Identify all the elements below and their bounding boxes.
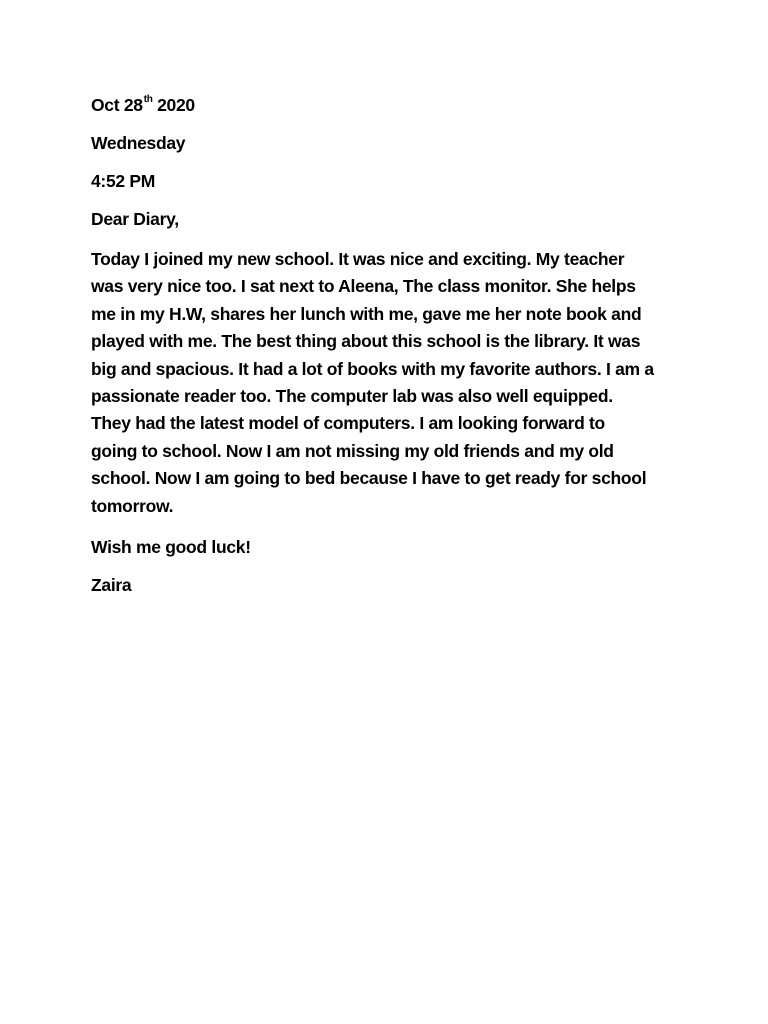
body-line: was very nice too. I sat next to Aleena, The class monitor. She helps — [91, 276, 636, 297]
entry-date — [91, 94, 683, 116]
entry-time: 4:52 PM — [91, 171, 156, 191]
entry-date-day: Oct 28 — [91, 95, 143, 115]
body-line: Today I joined my new school. It was nice and exciting. My teacher — [91, 249, 625, 269]
entry-body — [91, 246, 683, 520]
body-line: tomorrow. — [91, 495, 174, 516]
entry-date-suffix: th — [143, 94, 153, 106]
entry-salutation: Dear Diary, — [91, 209, 179, 229]
diary-page — [91, 94, 683, 596]
body-line: me in my H.W, shares her lunch with me, gave me her note book and — [91, 303, 642, 324]
entry-weekday: Wednesday — [91, 133, 186, 153]
entry-date-year: 2020 — [157, 95, 195, 115]
body-line: school. Now I am going to bed because I have to get ready for school — [91, 468, 647, 489]
body-line: They had the latest model of computers. I am looking forward to — [91, 413, 605, 434]
entry-signature: Zaira — [91, 575, 132, 596]
entry-closing: Wish me good luck! — [91, 537, 251, 558]
body-line: passionate reader too. The computer lab was also well equipped. — [91, 386, 613, 407]
body-line: played with me. The best thing about this school is the library. It was — [91, 331, 641, 352]
body-line: big and spacious. It had a lot of books with my favorite authors. I am a — [91, 358, 654, 379]
body-line: going to school. Now I am not missing my old friends and my old — [91, 440, 614, 461]
